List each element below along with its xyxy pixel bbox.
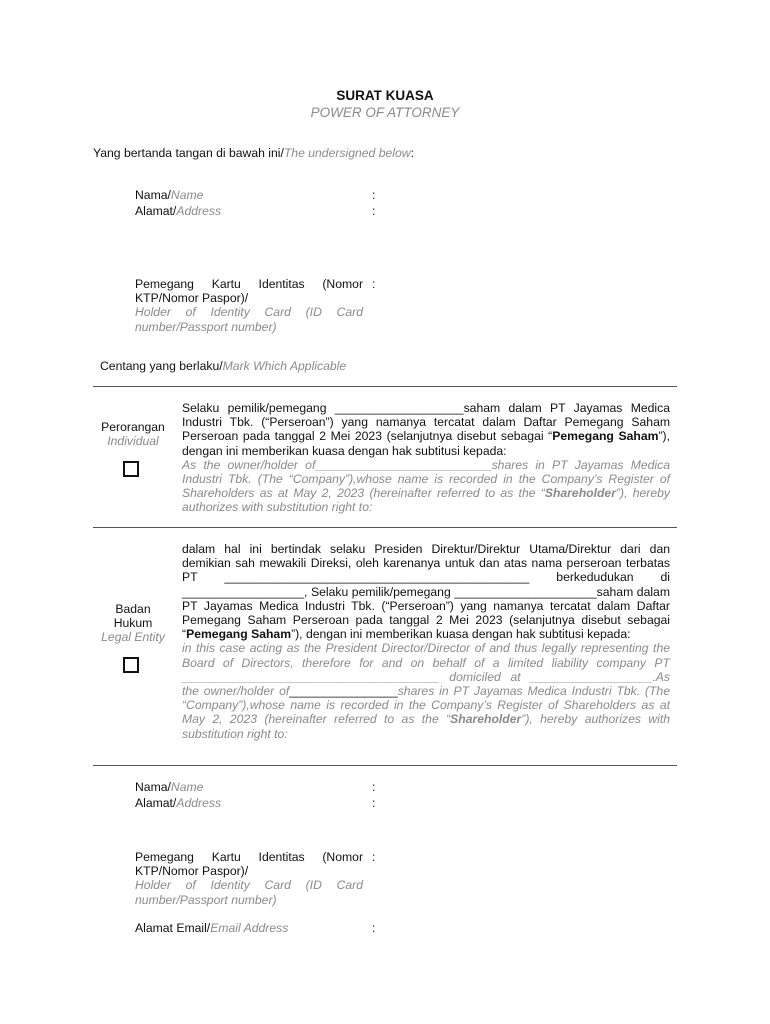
grantor-address-label-id: Alamat/ [135, 204, 177, 218]
grantor-address-label-en: Address [176, 204, 222, 218]
legal-text-en-part2: shares in PT Jayamas Medica Industri Tbk. (The “Company”),whose name is recorded in the Company’s Register of Shareholders as at May 2, 2023 (hereinafter referred to as the “ [182, 684, 670, 727]
legal-text-id-bold: Pemegang Saham [186, 627, 292, 642]
grantor-address-colon: : [372, 204, 376, 218]
legal-label-en: Legal Entity [101, 630, 165, 645]
grantor-name-label [135, 188, 203, 202]
legal-text-id-part1: dalam hal ini bertindak selaku Presiden Direktur/Direktur Utama/Direktur dari dan demikian sah mewakili Direksi, oleh karenanya untuk dan atas nama perseroan terbatas PT _____________________________________________ berkedudukan di __________________, Selaku pemilik/pemegang _____________________saham dalam PT Jayamas Medica Industri Tbk. (“Perseroan”) yang namanya tercatat dalam Daftar Pemegang Saham Perseroan pada tanggal 2 Mei 2023 (selanjutnya disebut sebagai “ [182, 542, 670, 642]
individual-text-id-blank: _____ [429, 401, 464, 415]
individual-text-id-part3: ”), dengan ini memberikan kuasa dengan hak subtitusi kepada: [182, 429, 670, 458]
grantor-name-colon: : [372, 188, 376, 202]
mark-applicable-line [100, 359, 346, 373]
individual-text-id-part1: Selaku pemilik/pemegang ______________ [182, 401, 430, 415]
attorney-email-label [135, 921, 288, 935]
attorney-address-label [135, 796, 221, 810]
attorney-id-label-1: Pemegang Kartu Identitas (Nomor [135, 850, 363, 864]
divider-top [93, 386, 677, 387]
legal-checkbox[interactable] [123, 657, 139, 673]
individual-text-id-bold: Pemegang Saham [552, 429, 659, 444]
attorney-id-label-2: KTP/Nomor Paspor)/ [135, 864, 249, 879]
legal-text-en [182, 641, 670, 740]
attorney-id-label-en-2: number/Passport number) [135, 892, 277, 907]
legal-label-1: Badan [115, 602, 151, 616]
legal-text-en-bold: Shareholder [450, 712, 522, 727]
individual-text-en-part2: ”), hereby authorizes with substitution right to: [182, 486, 670, 515]
individual-text-en-bold: Shareholder [544, 486, 616, 501]
attorney-name-colon: : [372, 780, 376, 794]
intro-text-en: The undersigned below [283, 146, 411, 160]
attorney-email-colon: : [372, 921, 376, 935]
attorney-id-label [135, 850, 363, 907]
individual-text-en-part1: As the owner/holder of__________________________shares in PT Jayamas Medica Industri Tbk. (The “Company”),whose name is recorded in the Company’s Register of Shareholders as at May 2, 2023 (hereinafter referred to as the “ [182, 457, 670, 501]
intro-text-id: Yang bertanda tangan di bawah ini/ [93, 146, 284, 160]
legal-label-2: Hukum [113, 616, 153, 631]
document-title: SURAT KUASA [336, 88, 434, 103]
attorney-address-colon: : [372, 796, 376, 810]
legal-label-block [93, 602, 173, 645]
individual-label: Perorangan [101, 420, 165, 434]
grantor-id-label [135, 277, 363, 334]
grantor-id-label-en-2: number/Passport number) [135, 319, 277, 334]
divider-middle [93, 527, 677, 528]
legal-text-en-part3: ”), hereby authorizes with substitution right to: [182, 712, 670, 741]
attorney-email-label-en: Email Address [210, 921, 289, 935]
attorney-name-label-en: Name [170, 780, 204, 794]
grantor-id-colon: : [372, 277, 376, 291]
attorney-email-label-id: Alamat Email/ [135, 921, 211, 935]
legal-text-id [182, 542, 670, 641]
grantor-name-label-en: Name [170, 188, 204, 202]
individual-text-id [182, 401, 670, 458]
individual-label-block [93, 420, 173, 448]
mark-applicable-en: Mark Which Applicable [222, 359, 347, 373]
grantor-name-label-id: Nama/ [135, 188, 171, 202]
legal-text-block [182, 542, 670, 741]
attorney-id-label-en-1: Holder of Identity Card (ID Card [135, 878, 363, 893]
attorney-name-label [135, 780, 203, 794]
intro-colon: : [410, 146, 414, 160]
attorney-name-label-id: Nama/ [135, 780, 171, 794]
individual-text-block [182, 401, 670, 515]
mark-applicable-id: Centang yang berlaku/ [100, 359, 223, 373]
grantor-id-label-1: Pemegang Kartu Identitas (Nomor [135, 277, 363, 291]
legal-text-en-blank: ________________ [289, 684, 398, 699]
attorney-id-colon: : [372, 850, 376, 864]
legal-text-id-part2: ”), dengan ini memberikan kuasa dengan hak subtitusi kepada: [291, 627, 631, 642]
individual-label-en: Individual [107, 434, 159, 449]
grantor-address-label [135, 204, 221, 218]
document-subtitle: POWER OF ATTORNEY [310, 105, 460, 120]
individual-checkbox[interactable] [123, 461, 139, 477]
intro-line [93, 146, 414, 160]
individual-text-en [182, 458, 670, 515]
attorney-address-label-en: Address [176, 796, 222, 810]
individual-text-id-part2: saham dalam PT Jayamas Medica Industri Tbk. (“Perseroan”) yang namanya tercatat dalam Daftar Pemegang Saham Perseroan pada tanggal 2 Mei 2023 (selanjutnya disebut sebagai “ [182, 401, 670, 444]
grantor-id-label-en-1: Holder of Identity Card (ID Card [135, 305, 363, 320]
legal-text-en-part1: in this case acting as the President Director/Director of and thus legally representing the Board of Directors, therefore for and on behalf of a limited liability company PT ______________________________________ domiciled at __________________.As the owner/holder of [182, 641, 670, 699]
attorney-address-label-id: Alamat/ [135, 796, 177, 810]
divider-bottom [93, 765, 677, 766]
grantor-id-label-2: KTP/Nomor Paspor)/ [135, 291, 249, 306]
